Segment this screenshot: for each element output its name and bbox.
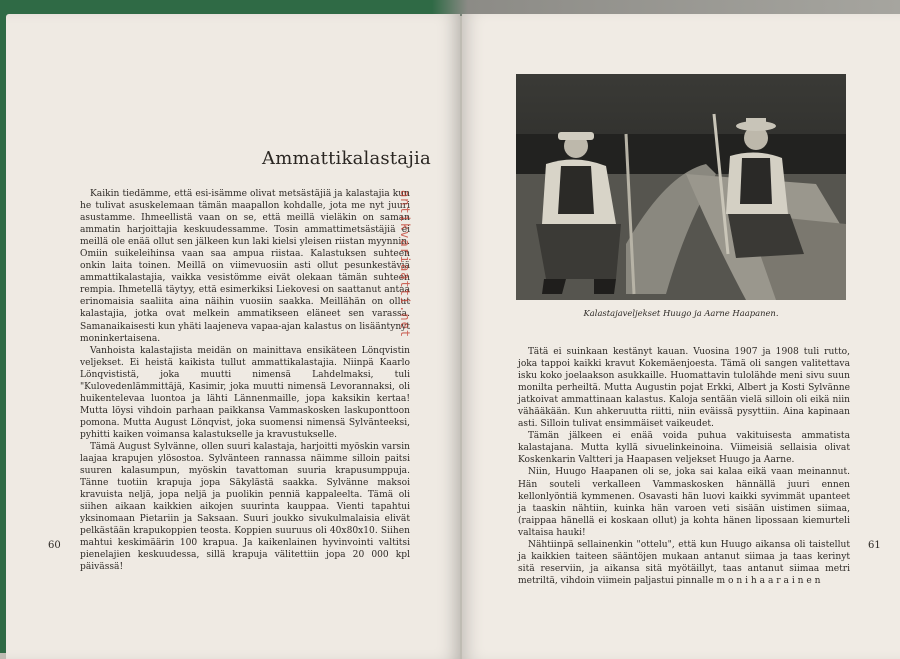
left-paragraph-1: Kaikin tiedämme, että esi-isämme olivat metsästäjiä ja kalastajia kun he tulivat asuskelemaan tämän maapallon kohdalle, jota me nyt juuri asustamme. Ihmeellistä vaan on se, että meillä vieläkin on saman ammatin harjoittajia keskuudessamme. Tosin ammattimetsästäjiä ei meillä ole enää ollut sen jälkeen kun laki kielsi yleisen riistan myynnin. Omiin suikeleihinsa vaan saa ampua riistaa. Kalastuksen suhteen onkin laita toinen. Meillä on viimevuosiin asti ollut pesunkestäviä ammattikalastajia, vaikka vesistömme eivät olekaan tämän suhteen rempia. Ihmetellä täytyy, että esimerkiksi Liekovesi on saattanut antaa erinomaisia saaliita aina näihin vuosiin saakka. Meillähän on ollut kalastajia, jotka ovat melkein ammatikseen eläneet sen varassa. Samanaikaisesti kun yhäti laajeneva vapaa-ajan kalastus on lisääntynyt moninkertaisena.	[80, 189, 410, 344]
left-paragraph-3: Tämä August Sylvänne, ollen suuri kalastaja, harjoitti myöskin varsin laajaa krapujen ylösostoa. Sylvänteen rannassa näimme silloin paitsi suuren kalasumpun, myöskin tavattoman suuria krapusumppuja. Tänne tuotiin krapuja jopa Säkylästä saakka. Sylvänne maksoi kravuista neljä, jopa neljä ja puolikin penniä kappaleelta. Tämä oli siihen aikaan kaikkien aikojen suurinta kauppaa. Vienti tapahtui yksinomaan Pietariin ja Saksaan. Suuri joukko sivukulmalaisia elivät pelkästään krapukoppien teosta. Koppien suuruus oli 40x80x10. Siihen mahtui keskimäärin 100 krapua. Ja kaikenlainen hyvinvointi valtitsi pienelajien keskuudessa, sillä krapuja välitettiin jopa 20 000 kpl päivässä!	[80, 441, 410, 573]
page-number-right: 61	[868, 540, 881, 551]
left-text-column	[80, 188, 410, 574]
right-paragraph-3: Niin, Huugo Haapanen oli se, joka sai kalaa eikä vaan meinannut. Hän souteli verkalleen Vammaskosken hännällä juuri ennen kellonlyöntiä kymmenen. Osavasti hän luovi kaikki syvimmät upanteet ja taaskin nähtiin, kuinka hän varoen veti sisään uistimen siimaa, (raippaa hänellä ei koskaan ollut) ja kohta hänen lipossaan kiemurteli valtaisa hauki!	[518, 467, 850, 538]
watermark-stamp: antikvariaatti.net	[398, 190, 412, 339]
right-text-column	[518, 346, 850, 587]
right-paragraph-2: Tämän jälkeen ei enää voida puhua vakituisesta ammatista kalastajana. Mutta kyllä sivuelinkeinoina. Viimeisiä sellaisia olivat Koskenkarin Valtteri ja Haapasen veljekset Huugo ja Aarne.	[518, 431, 850, 466]
fishermen-photo	[516, 74, 846, 300]
chapter-title: Ammattikalastajia	[262, 148, 431, 169]
right-paragraph-1: Tätä ei suinkaan kestänyt kauan. Vuosina 1907 ja 1908 tuli rutto, joka tappoi kaikki kravut Kokemäenjoesta. Tämä oli sangen valitettava isku koko joelaakson asukkaille. Huomattavin tulolähde meni sivu suun monilta perheiltä. Mutta Augustin pojat Erkki, Albert ja Kosti Sylvänne jatkoivat ammattinaan kalastus. Kaloja sentään vielä silloin oli eikä niin vähääkään. Kun ahkeruutta riitti, niin eväissä pysyttiin. Aina kapinaan asti. Silloin tulivat ensimmäiset vaikeudet.	[518, 347, 850, 430]
photo-caption: Kalastajaveljekset Huugo ja Aarne Haapanen.	[583, 308, 779, 318]
page-number-left: 60	[48, 540, 61, 551]
right-paragraph-4: Nähtiinpä sellainenkin "ottelu", että kun Huugo aikansa oli taistellut ja kaikkien taiteen sääntöjen mukaan antanut siimaa ja taas kerinyt sitä reserviin, ja aikansa sitä myötäillyt, taas antanut siimaa metri metriltä, vihdoin viimein paljastui pinnalle m o n i h a a r a i n e n	[518, 539, 850, 586]
left-paragraph-2: Vanhoista kalastajista meidän on mainittava ensikäteen Lönqvistin veljekset. Ei heistä kaikista tullut ammattikalastajia. Niinpä Kaarlo Lönqvististä, joka muutti nimensä Lahdelmaksi, tuli "Kulovedenlämmittäjä, Kasimir, joka muutti nimensä Levorannaksi, oli huikentelevaa luontoa ja lähti Lännenmaille, jopa kaksikin kertaa! Mutta löysi vihdoin parhaan paikkansa Vammaskosken laskuponttoon pomona. Mutta August Lönqvist, joka suomensi nimensä Sylvänteeksi, pyhitti kaiken voimansa kalastukselle ja kravustukselle.	[80, 345, 410, 440]
